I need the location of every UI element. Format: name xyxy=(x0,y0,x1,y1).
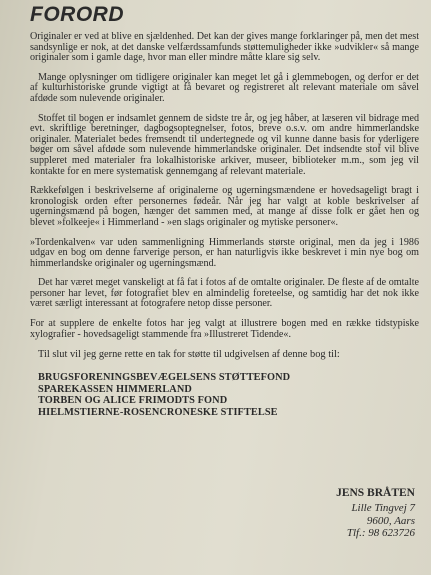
sponsor-list xyxy=(38,372,419,418)
paragraph-4: Rækkefølgen i beskrivelserne af originalerne og ugerningsmændene er hovedsageligt bragt i kronologisk orden efter personernes fødeår. Når jeg har valgt at koble beskrivelser af ugerningsmænd på bogen, hænger det sammen med, at mange af disse folk er gået hen og blevet »folkeeje« i Himmerland - »en slags originaler og mytiske personer«. xyxy=(30,185,419,228)
author-name: JENS BRÅTEN xyxy=(336,487,415,499)
sponsor-item: BRUGSFORENINGSBEVÆGELSENS STØTTEFOND xyxy=(38,372,291,384)
paragraph-2: Mange oplysninger om tidligere originaler kan meget let gå i glemmebogen, og derfor er det af kulturhistoriske grunde vigtigt at få bevaret og registreret alt relevant materiale om såvel afdøde som nulevende originaler. xyxy=(30,71,419,104)
paragraph-1: Originaler er ved at blive en sjældenhed. Det kan der gives mange forklaringer på, men det mest sandsynlige er nok, at det danske velfærdssamfunds støttemuligheder ikke »udvikler« så mange originaler som i gamle dage, hvor man eller mindre måtte klare sig selv. xyxy=(30,31,419,64)
paragraph-3: Stoffet til bogen er indsamlet gennem de sidste tre år, og jeg håber, at læseren vil bidrage med evt. skriftlige beretninger, dagbogsoptegnelser, fotos, breve o.s.v. om andre himmerlandske originaler. Materialet bedes fremsendt til undertegnede og vil kunne danne basis for yderligere bøger om såvel afdøde som nulevende himmerlandske originaler. Det indsendte stof vil blive suppleret med materialer fra lokalhistoriske arkiver, museer, biblioteker m.m., som jeg vil kontakte for en mere systematisk gennemgang af relevant materiale. xyxy=(30,112,419,177)
sponsor-item: TORBEN OG ALICE FRIMODTS FOND xyxy=(38,395,228,407)
sponsor-item: SPAREKASSEN HIMMERLAND xyxy=(38,383,192,395)
closing-text: Til slut vil jeg gerne rette en tak for støtte til udgivelsen af denne bog til: xyxy=(38,349,340,361)
paragraph-5: »Tordenkalven« var uden sammenligning Himmerlands største original, men da jeg i 1986 udgav en bog om denne farverige person, er han naturligvis ikke beskrevet i min nye bog om himmerlandske originaler og ugerningsmænd. xyxy=(30,236,419,269)
paragraph-7: For at supplere de enkelte fotos har jeg valgt at illustrere bogen med en række tidstypiske xylografier - hovedsageligt stammende fra »Illustreret Tidende«. xyxy=(30,318,419,340)
paragraph-6: Det har været meget vanskeligt at få fat i fotos af de omtalte originaler. De fleste af de omtalte personer har levet, før fotografiet blev en almindelig foreteelse, og samtidig har det nok ikke været særligt interessant at fotografere netop disse personer. xyxy=(30,277,419,310)
signature-block xyxy=(336,486,415,540)
author-city: 9600, Aars xyxy=(366,514,415,527)
author-street: Lille Tingvej 7 xyxy=(351,502,415,514)
author-phone: Tlf.: 98 623726 xyxy=(346,527,415,539)
page-title: FORORD xyxy=(30,3,124,26)
sponsor-item: HIELMSTIERNE-ROSENCRONESKE STIFTELSE xyxy=(38,407,278,419)
